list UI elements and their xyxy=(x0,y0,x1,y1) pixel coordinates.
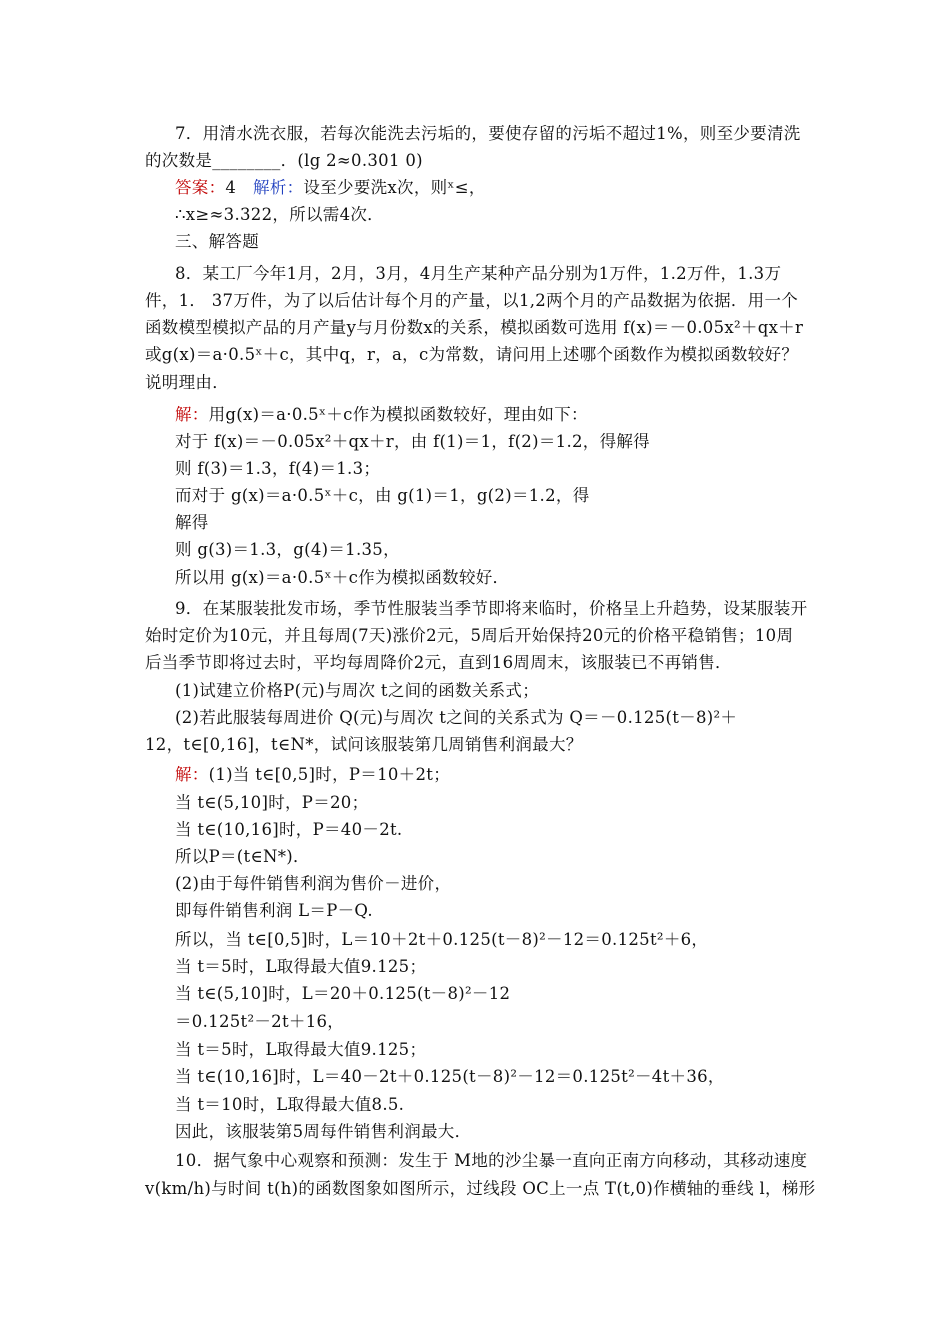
q8-line-3: 函数模型模拟产品的月产量y与月份数x的关系，模拟函数可选用 f(x)＝－0.05x²＋qx＋r xyxy=(145,318,804,337)
q8-solution-line-5: 解得 xyxy=(175,513,209,532)
q9-solution-line-4: 所以P＝(t∈N*)． xyxy=(175,847,310,866)
q8-solution-line-3: 则 f(3)＝1.3，f(4)＝1.3； xyxy=(175,459,381,478)
analysis-label: 解析： xyxy=(253,178,304,197)
q9-solution-line-3: 当 t∈(10,16]时，P＝40－2t. xyxy=(175,820,403,839)
q9-line-3: 后当季节即将过去时，平均每周降价2元，直到16周周末，该服装已不再销售． xyxy=(145,653,732,672)
q10-line-2: v(km/h)与时间 t(h)的函数图象如图所示，过线段 OC上一点 T(t,0)作横轴的垂线 l，梯形 xyxy=(145,1179,816,1198)
q8-line-4: 或g(x)＝a·0.5ˣ＋c，其中q，r，a，c为常数，请问用上述哪个函数作为模拟函数较好？ xyxy=(145,345,799,364)
q8-solution-line-4: 而对于 g(x)＝a·0.5ˣ＋c，由 g(1)＝1，g(2)＝1.2，得 xyxy=(175,486,590,505)
q8-line-1: 8．某工厂今年1月，2月，3月，4月生产某种产品分别为1万件，1.2万件，1.3万 xyxy=(175,264,782,283)
q9-line-1: 9．在某服装批发市场，季节性服装当季节即将来临时，价格呈上升趋势，设某服装开 xyxy=(175,599,808,618)
q8-solution-line-7: 所以用 g(x)＝a·0.5ˣ＋c作为模拟函数较好． xyxy=(175,568,510,587)
q9-solution-line-13: 当 t＝10时，L取得最大值8.5. xyxy=(175,1095,405,1114)
q10-line-1: 10．据气象中心观察和预测：发生于 M地的沙尘暴一直向正南方向移动，其移动速度 xyxy=(175,1151,808,1170)
q7-analysis-line: ∴x≥≈3.322，所以需4次． xyxy=(175,205,384,224)
q8-line-5: 说明理由． xyxy=(145,373,229,392)
q9-solution-line-5: (2)由于每件销售利润为售价－进价， xyxy=(175,874,452,893)
solution-label: 解： xyxy=(175,765,209,784)
q9-part-2-line-1: (2)若此服装每周进价 Q(元)与周次 t之间的关系式为 Q＝－0.125(t－8)²＋ xyxy=(175,708,738,727)
q8-solution-line-6: 则 g(3)＝1.3，g(4)＝1.35， xyxy=(175,540,400,559)
q9-solution-line-9: 当 t∈(5,10]时，L＝20＋0.125(t－8)²－12 xyxy=(175,984,511,1003)
q9-solution-line-11: 当 t＝5时，L取得最大值9.125； xyxy=(175,1040,427,1059)
q9-solution-line-1: 解：(1)当 t∈[0,5]时，P＝10＋2t； xyxy=(175,765,451,784)
q9-part-1: (1)试建立价格P(元)与周次 t之间的函数关系式； xyxy=(175,681,540,700)
q8-line-2: 件，1． 37万件，为了以后估计每个月的产量，以1,2两个月的产品数据为依据．用一个 xyxy=(145,291,799,310)
q9-solution-line-7: 所以，当 t∈[0,5]时，L＝10＋2t＋0.125(t－8)²－12＝0.125t²＋6， xyxy=(175,930,709,949)
q9-solution-line-8: 当 t＝5时，L取得最大值9.125； xyxy=(175,957,427,976)
q7-answer-line: 答案：4 解析：设至少要洗x次，则ˣ≤， xyxy=(175,178,486,197)
section-heading: 三、解答题 xyxy=(175,232,259,251)
q9-part-2-line-2: 12，t∈[0,16]，t∈N*，试问该服装第几周销售利润最大？ xyxy=(145,735,583,754)
q9-solution-line-14: 因此，该服装第5周每件销售利润最大． xyxy=(175,1122,472,1141)
solution-label: 解： xyxy=(175,405,209,424)
q8-solution-line-1: 解：用g(x)＝a·0.5ˣ＋c作为模拟函数较好，理由如下： xyxy=(175,405,588,424)
q9-solution-line-10: ＝0.125t²－2t＋16， xyxy=(175,1012,345,1031)
q8-solution-line-2: 对于 f(x)＝－0.05x²＋qx＋r，由 f(1)＝1，f(2)＝1.2，得解得 xyxy=(175,432,650,451)
q9-solution-line-6: 即每件销售利润 L＝P－Q. xyxy=(175,901,373,920)
q9-solution-line-12: 当 t∈(10,16]时，L＝40－2t＋0.125(t－8)²－12＝0.125t²－4t＋36， xyxy=(175,1067,725,1086)
q7-line-1: 7．用清水洗衣服，若每次能洗去污垢的，要使存留的污垢不超过1%，则至少要清洗 xyxy=(175,124,801,143)
q9-line-2: 始时定价为10元，并且每周(7天)涨价2元，5周后开始保持20元的价格平稳销售；10周 xyxy=(145,626,794,645)
q9-solution-line-2: 当 t∈(5,10]时，P＝20； xyxy=(175,793,369,812)
answer-label: 答案： xyxy=(175,178,226,197)
q7-line-2: 的次数是________．(lg 2≈0.301 0) xyxy=(145,151,423,170)
